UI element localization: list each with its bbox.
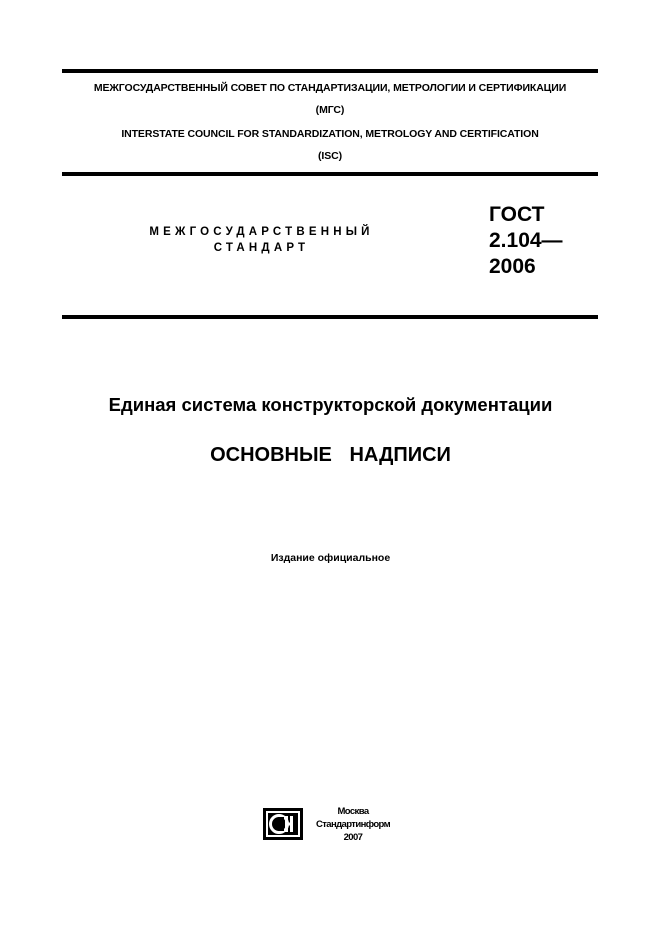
council-abbr-ru: (МГС) [315, 104, 345, 116]
document-title: ОСНОВНЫЕ НАДПИСИ [210, 444, 451, 466]
council-abbr-en: (ISC) [318, 150, 342, 162]
top-rule [62, 69, 598, 73]
gost-number: 2.104— [489, 229, 563, 252]
council-name-ru: МЕЖГОСУДАРСТВЕННЫЙ СОВЕТ ПО СТАНДАРТИЗАЦИИ, МЕТРОЛОГИИ И СЕРТИФИКАЦИИ [93, 82, 567, 94]
standartinform-logo-icon [263, 808, 303, 840]
edition-note: Издание официальное [270, 552, 391, 564]
gost-year: 2006 [489, 255, 536, 278]
header-bottom-rule [62, 172, 598, 176]
publisher-city: Москва [337, 806, 369, 817]
gost-label: ГОСТ [489, 203, 545, 226]
standard-bottom-rule [62, 315, 598, 319]
system-title: Единая система конструкторской документации [108, 394, 553, 415]
standard-type-line1: МЕЖГОСУДАРСТВЕННЫЙ [149, 226, 374, 238]
council-name-en: INTERSTATE COUNCIL FOR STANDARDIZATION, METROLOGY AND CERTIFICATION [121, 128, 539, 140]
publisher-name: Стандартинформ [315, 819, 391, 830]
standard-type-line2: СТАНДАРТ [213, 242, 310, 254]
publisher-year: 2007 [343, 832, 363, 843]
